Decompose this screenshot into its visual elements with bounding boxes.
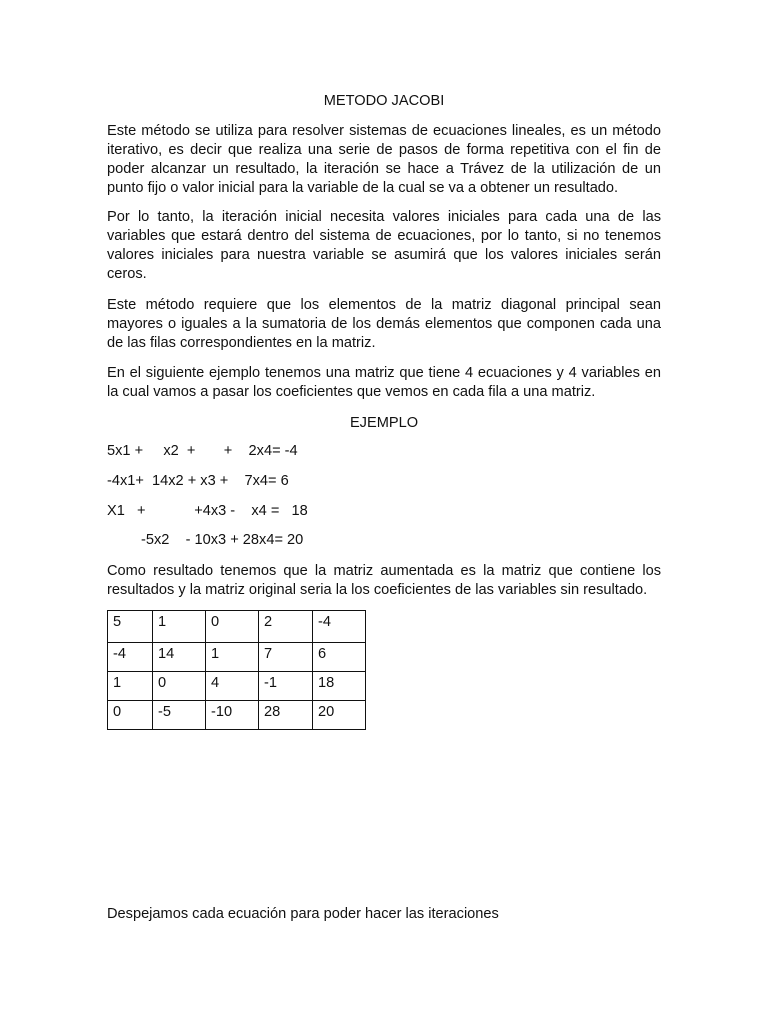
table-row bbox=[108, 611, 366, 643]
table-row bbox=[108, 701, 366, 730]
example-heading: EJEMPLO bbox=[349, 415, 419, 431]
matrix-cell: 1 bbox=[108, 672, 153, 701]
document-title: METODO JACOBI bbox=[323, 93, 445, 109]
matrix-cell: 4 bbox=[206, 672, 259, 701]
matrix-cell: 0 bbox=[108, 701, 153, 730]
matrix-cell: 2 bbox=[259, 611, 313, 643]
matrix-cell: 1 bbox=[206, 643, 259, 672]
paragraph-intro: Este método se utiliza para resolver sistemas de ecuaciones lineales, es un método iterativo, es decir que realiza una serie de pasos de forma repetitiva con el fin de poder alcanzar un resultado, la iteración se hace a Trávez de la utilización de un punto fijo o valor inicial para la variable de la cual se va a obtener un resultado. bbox=[107, 123, 661, 196]
matrix-cell: 7 bbox=[259, 643, 313, 672]
footer-text: Despejamos cada ecuación para poder hacer las iteraciones bbox=[107, 906, 499, 922]
matrix-cell: -5 bbox=[153, 701, 206, 730]
matrix-cell: 1 bbox=[153, 611, 206, 643]
equation-4: -5x2 - 10x3 + 28x4= 20 bbox=[141, 532, 304, 548]
equation-3: X1 + +4x3 - x4 = 18 bbox=[107, 503, 308, 519]
matrix-cell: 18 bbox=[313, 672, 366, 701]
matrix-cell: -1 bbox=[259, 672, 313, 701]
matrix-cell: 0 bbox=[206, 611, 259, 643]
matrix-cell: -10 bbox=[206, 701, 259, 730]
matrix-cell: 6 bbox=[313, 643, 366, 672]
equation-2: -4x1+ 14x2 + x3 + 7x4= 6 bbox=[107, 473, 289, 489]
paragraph-initial-values: Por lo tanto, la iteración inicial necesita valores iniciales para cada una de las variables que estará dentro del sistema de ecuaciones, por lo tanto, si no tenemos valores iniciales para nuestra variable se asumirá que los valores iniciales serán ceros. bbox=[107, 209, 661, 282]
matrix-cell: 0 bbox=[153, 672, 206, 701]
matrix-cell: -4 bbox=[108, 643, 153, 672]
paragraph-diagonal: Este método requiere que los elementos de la matriz diagonal principal sean mayores o iguales a la sumatoria de los demás elementos que componen cada una de las filas correspondientes en la matriz. bbox=[107, 297, 661, 351]
matrix-cell: 5 bbox=[108, 611, 153, 643]
matrix-cell: 14 bbox=[153, 643, 206, 672]
paragraph-example-intro: En el siguiente ejemplo tenemos una matriz que tiene 4 ecuaciones y 4 variables en la cual vamos a pasar los coeficientes que vemos en cada fila a una matriz. bbox=[107, 365, 661, 400]
matrix-cell: -4 bbox=[313, 611, 366, 643]
equation-1: 5x1 + x2 + + 2x4= -4 bbox=[107, 443, 298, 459]
augmented-matrix-table bbox=[107, 610, 366, 730]
paragraph-result: Como resultado tenemos que la matriz aumentada es la matriz que contiene los resultados y la matriz original seria la los coeficientes de las variables sin resultado. bbox=[107, 563, 661, 598]
matrix-cell: 28 bbox=[259, 701, 313, 730]
table-row bbox=[108, 672, 366, 701]
matrix-cell: 20 bbox=[313, 701, 366, 730]
table-row bbox=[108, 643, 366, 672]
